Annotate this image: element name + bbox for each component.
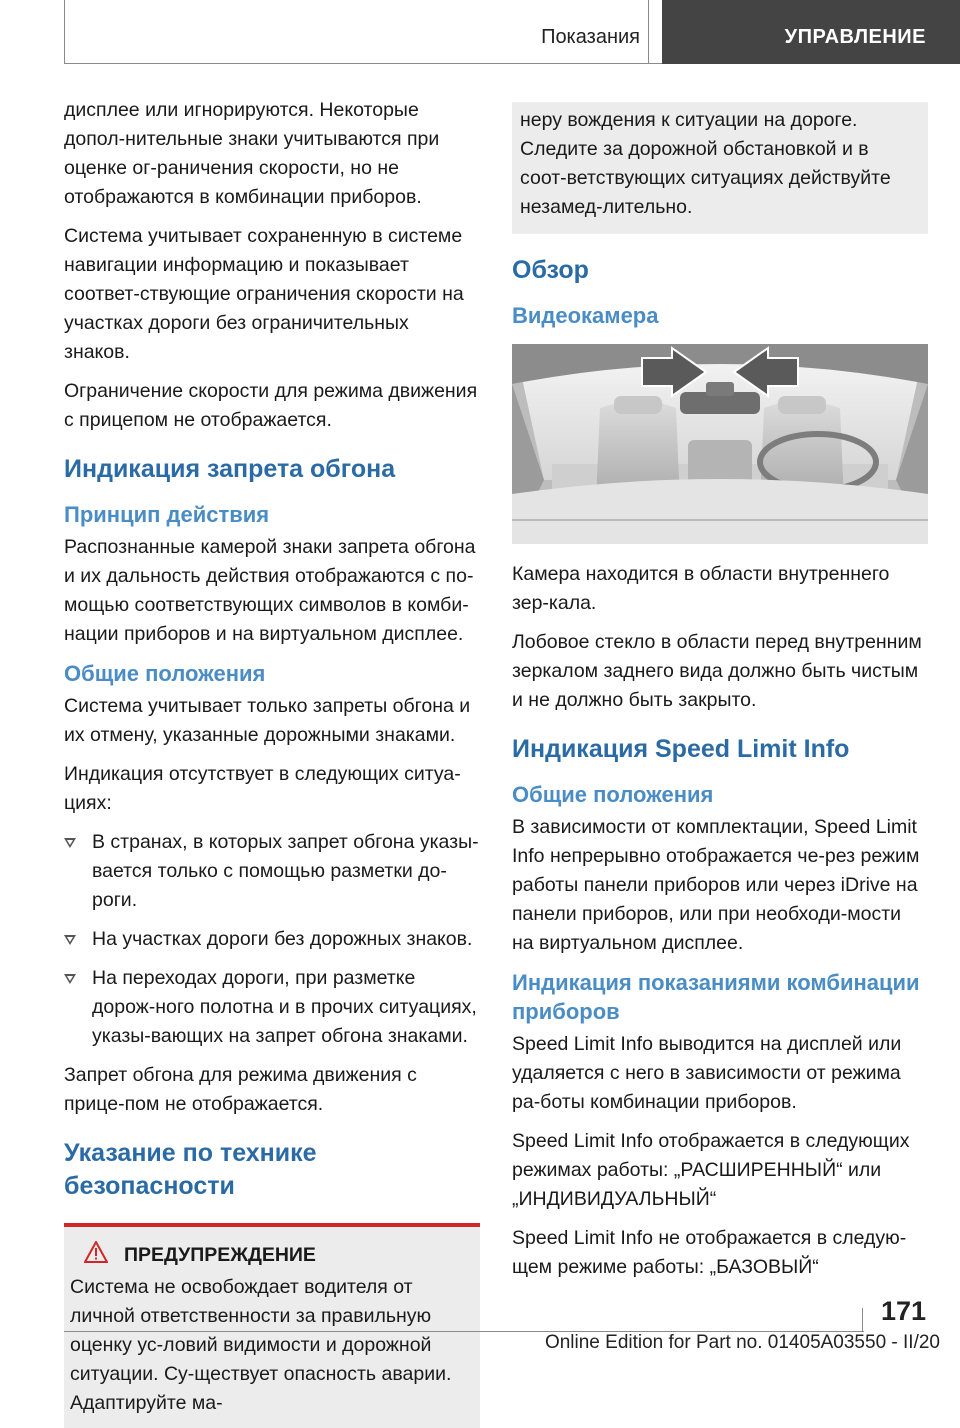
- subheading-camera: Видеокамера: [512, 303, 659, 328]
- page-number: 171: [880, 1296, 926, 1326]
- header-rule-left: [64, 0, 65, 64]
- paragraph: Speed Limit Info не отображается в следую-щем режиме работы: „БАЗОВЫЙ“: [512, 1227, 907, 1278]
- subheading-general-2: Общие положения: [512, 782, 714, 807]
- footer-edition: [420, 1332, 940, 1354]
- header-rule-bottom: [64, 63, 664, 64]
- list-item-text: На переходах дороги, при разметке дорож-ного полотна и в прочих ситуациях, указы-вающих на запрет обгона знаками.: [92, 967, 477, 1047]
- paragraph: В зависимости от комплектации, Speed Limit Info непрерывно отображается че-рез режим работы панели приборов или через iDrive на панели приборов, или при необходи-мости на виртуальном дисплее.: [512, 816, 920, 954]
- list-item: [64, 964, 480, 1051]
- warning-continuation: [512, 102, 928, 234]
- edition-text: Online Edition for Part no. 01405A03550 - II/20: [544, 1332, 940, 1353]
- paragraph: дисплее или игнорируются. Некоторые допол-нительные знаки учитываются при оценке ог-раничения скорости, но не отображаются в комбинации приборов.: [64, 99, 440, 208]
- header-rule-mid: [648, 0, 649, 64]
- paragraph: Система учитывает сохраненную в системе навигации информацию и показывает соответ-ствующие ограничения скорости на участках дороги без ограничительных знаков.: [64, 225, 464, 363]
- tab-chapter[interactable]: УПРАВЛЕНИЕ: [662, 0, 960, 64]
- warning-title: [70, 1241, 474, 1269]
- paragraph: Лобовое стекло в области перед внутренним зеркалом заднего вида должно быть чистым и не должно быть закрыто.: [512, 631, 922, 711]
- list-item: [64, 828, 480, 915]
- subheading-principle: Принцип действия: [64, 502, 270, 527]
- subheading-general: Общие положения: [64, 661, 266, 686]
- list-item-text: На участках дороги без дорожных знаков.: [92, 928, 473, 950]
- tab-section[interactable]: Показания: [541, 26, 640, 48]
- paragraph: Система учитывает только запреты обгона и их отмену, указанные дорожными знаками.: [64, 695, 471, 746]
- paragraph: Распознанные камерой знаки запрета обгона и их дальность действия отображаются с по-мощью соответствующих символов в комби-нации приборов и на виртуальном дисплее.: [64, 536, 476, 645]
- paragraph: Камера находится в области внутреннего зер-кала.: [512, 563, 890, 614]
- right-column: [512, 102, 928, 1292]
- camera-location-illustration: [512, 344, 928, 544]
- footer-rule-vertical: [862, 1308, 863, 1332]
- triangle-bullet-icon: [64, 838, 76, 848]
- warning-box: [64, 1223, 480, 1428]
- warning-title-text: ПРЕДУПРЕЖДЕНИЕ: [124, 1243, 316, 1266]
- bullet-list: [64, 828, 480, 1051]
- list-item: [64, 925, 480, 954]
- paragraph: Speed Limit Info выводится на дисплей или удаляется с него в зависимости от режима ра-боты комбинации приборов.: [512, 1033, 902, 1113]
- section-heading-overview: Обзор: [512, 256, 589, 284]
- paragraph: Ограничение скорости для режима движения с прицепом не отображается.: [64, 380, 478, 431]
- left-column: [64, 96, 480, 1428]
- paragraph: Индикация отсутствует в следующих ситуа-циях:: [64, 763, 461, 814]
- warning-triangle-icon: [84, 1241, 108, 1269]
- list-item-text: В странах, в которых запрет обгона указы-вается только с помощью разметки до-роги.: [92, 831, 479, 911]
- section-heading-safety: Указание по технике безопасности: [64, 1139, 317, 1200]
- subheading-cluster-display: Индикация показаниями комбинации приборов: [512, 970, 920, 1024]
- paragraph: Запрет обгона для режима движения с прице-пом не отображается.: [64, 1064, 417, 1115]
- warning-text-continued: неру вождения к ситуации на дороге. Следите за дорожной обстановкой и в соот-ветствующих ситуациях действуйте незамед-лительно.: [520, 109, 891, 218]
- triangle-bullet-icon: [64, 935, 76, 945]
- paragraph: Speed Limit Info отображается в следующих режимах работы: „РАСШИРЕННЫЙ“ или „ИНДИВИДУАЛЬНЫЙ“: [512, 1130, 910, 1210]
- warning-text: Система не освобождает водителя от личной ответственности за правильную оценку ус-ловий видимости и дорожной ситуации. Су-ществует опасность аварии. Адаптируйте ма-: [70, 1276, 452, 1414]
- section-heading-overtake: Индикация запрета обгона: [64, 455, 396, 483]
- triangle-bullet-icon: [64, 974, 76, 984]
- section-heading-speed-limit-info: Индикация Speed Limit Info: [512, 735, 850, 763]
